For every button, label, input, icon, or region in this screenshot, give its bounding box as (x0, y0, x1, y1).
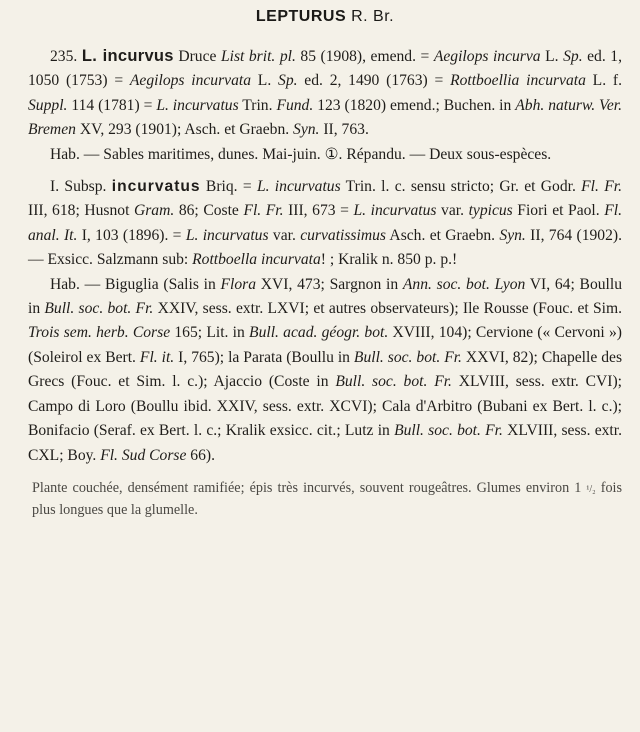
subspecies-text: Trin. l. c. sensu stricto; Gr. et Godr. (340, 178, 582, 196)
localities-citation: Bull. soc. bot. Fr. (394, 422, 503, 440)
subspecies-citation: Syn. (499, 226, 526, 244)
subspecies-localities (28, 273, 622, 468)
fraction: ¹/₂ (586, 483, 596, 495)
description-note (28, 478, 622, 521)
localities-citation: Ann. soc. bot. Lyon (402, 275, 526, 293)
localities-text: Hab. — Biguglia (Salis in (50, 275, 221, 293)
localities-citation: Bull. soc. bot. Fr. (44, 300, 154, 318)
species-text: XV, 293 (1901); Asch. et Graebn. (75, 121, 294, 139)
localities-citation: Bull. soc. bot. Fr. (353, 348, 462, 366)
species-text: Druce (173, 48, 221, 65)
localities-text: XVIII, 104); Cervione (« Cervoni ») (Soleirol ex Bert. (28, 324, 622, 366)
species-citation: Fund. (276, 96, 314, 114)
species-name: L. incurvus (81, 47, 174, 65)
species-text: 85 (1908), emend. = (295, 48, 434, 65)
species-text: ed. 2, 1490 (1763) = (297, 72, 451, 90)
subspecies-citation: Fl. anal. It. (28, 202, 622, 244)
localities-citation: Fl. it. (139, 348, 175, 366)
localities-citation: Trois sem. herb. Corse (28, 324, 171, 342)
species-synonym: Rottboellia incurvata (450, 72, 586, 90)
running-head (28, 8, 622, 26)
subspecies-citation: Gram. (133, 202, 175, 220)
subspecies-text: ! ; Kralik n. 850 p. p.! (320, 251, 458, 269)
subspecies-text: I. Subsp. (50, 178, 112, 196)
species-citation: List brit. pl. (220, 48, 296, 65)
subspecies-synonym: L. incurvatus (256, 178, 341, 196)
subspecies-text: 86; Coste (174, 202, 244, 220)
localities-text: XVI, 473; Sargnon in (256, 275, 403, 293)
description-text: fois plus longues que la glumelle. (32, 479, 622, 518)
localities-text: XXVI, 82); Chapelle des Grecs (Fouc. et Sim. l. c.); Ajaccio (Coste in (28, 348, 623, 391)
localities-text: I, 765); la Parata (Boullu in (174, 348, 354, 366)
spacer (28, 167, 622, 175)
species-citation: Abh. naturw. Ver. Bremen (28, 96, 623, 139)
species-text: 123 (1820) emend.; Buchen. in (313, 96, 516, 114)
subspecies-text: Briq. = (200, 178, 257, 196)
species-text: 114 (1781) = (67, 96, 157, 114)
subspecies-variety: typicus (468, 202, 513, 220)
subspecies-citation: Fl. Fr. (581, 178, 622, 196)
subspecies-synonym: L. incurvatus (353, 202, 437, 220)
species-text: L. f. (585, 72, 622, 90)
localities-text: XXIV, sess. extr. LXVI; et autres observateurs); Ile Rousse (Fouc. et Sim. (153, 300, 622, 318)
genus-title: LEPTURUS (255, 8, 347, 25)
localities-text: 165; Lit. in (170, 324, 250, 342)
species-synonym: Aegilops incurvata (129, 72, 252, 90)
species-text: ed. 1, 1050 (1753) = (28, 48, 622, 90)
subspecies-text: var. (436, 202, 469, 220)
species-citation: Suppl. (28, 96, 68, 114)
subspecies-exsiccata: Rottboella incurvata (192, 251, 321, 269)
subspecies-entry (28, 175, 622, 273)
localities-text: VI, 64; Boullu in (28, 275, 623, 318)
species-citation: Sp. (278, 72, 298, 90)
subspecies-synonym: L. incurvatus (185, 226, 269, 244)
subspecies-text: III, 618; Husnot (28, 202, 134, 220)
subspecies-text: I, 103 (1896). = (77, 226, 186, 244)
species-text: L. (540, 48, 564, 65)
genus-author: R. Br. (351, 8, 395, 25)
localities-citation: Flora (220, 275, 257, 293)
localities-citation: Fl. Sud Corse (100, 446, 187, 464)
localities-citation: Bull. acad. géogr. bot. (249, 324, 389, 342)
subspecies-variety: curvatissimus (300, 226, 386, 244)
subspecies-citation: Fl. Fr. (243, 202, 284, 220)
species-citation: Syn. (293, 121, 320, 139)
species-synonym: Aegilops incurva (433, 48, 541, 65)
localities-text: 66). (186, 446, 215, 464)
localities-text: XLVIII, sess. extr. CVI); Campo di Loro (Boullu ibid. XXIV, sess. extr. XCVI); Cala d'Arbitro (Bubani ex Bert. l. c.); Bonifacio (Seraf. ex Bert. l. c.; Kralik exsicc. cit.; Lutz in (28, 373, 623, 440)
species-habitat: Hab. — Sables maritimes, dunes. Mai-juin. ①. Répandu. — Deux sous-espèces. (50, 145, 552, 163)
subspecies-text: Fiori et Paol. (512, 202, 605, 220)
species-citation: Sp. (563, 48, 583, 65)
localities-citation: Bull. soc. bot. Fr. (335, 373, 452, 391)
species-text: L. (251, 72, 279, 90)
subspecies-text: var. (268, 226, 301, 244)
subspecies-text: Asch. et Graebn. (385, 226, 500, 244)
description-text: Plante couchée, densément ramifiée; épis très incurvés, souvent rougeâtres. Glumes environ 1 (32, 479, 587, 496)
species-number: 235. (50, 48, 78, 65)
species-synonym: L. incurvatus (156, 96, 239, 114)
subspecies-text: III, 673 = (283, 202, 354, 220)
subspecies-name: incurvatus (111, 178, 201, 196)
species-text: II, 763. (319, 121, 369, 139)
species-entry (28, 44, 622, 143)
species-text: Trin. (238, 96, 277, 114)
localities-text: XLVIII, sess. extr. CXL; Boy. (28, 422, 622, 464)
subspecies-text: II, 764 (1902). — Exsicc. Salzmann sub: (28, 226, 622, 269)
